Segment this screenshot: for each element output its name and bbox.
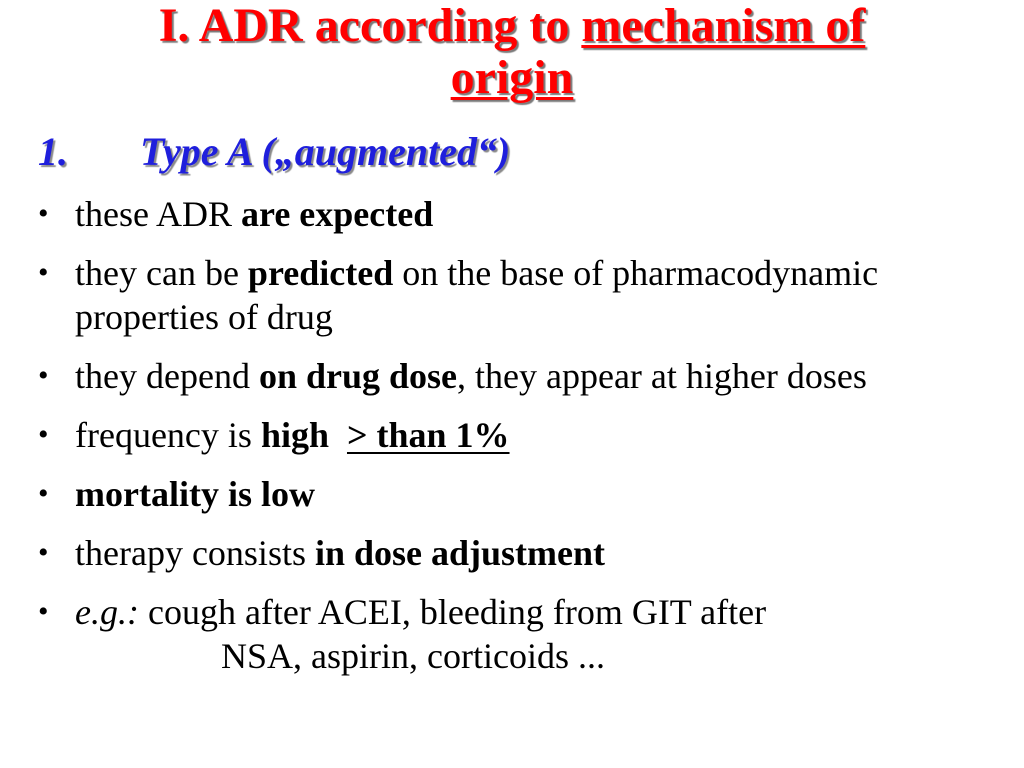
bullet-bold-text: in dose adjustment	[314, 533, 606, 573]
bullet-italic-text: e.g.:	[75, 592, 139, 632]
bullet-text: cough after ACEI, bleeding from GIT after	[138, 592, 767, 632]
title-underlined-part-1: mechanism of	[581, 0, 866, 52]
list-item	[30, 251, 990, 339]
bullet-icon: •	[38, 197, 49, 230]
bullet-bold-underlined-text: > than 1%	[346, 415, 510, 455]
bullet-text: they can be	[75, 253, 248, 293]
title-prefix: I. ADR according to	[158, 0, 582, 52]
list-item	[30, 192, 990, 236]
subheading	[38, 128, 510, 176]
bullet-text: these ADR	[75, 194, 241, 234]
bullet-bold-text: predicted	[247, 253, 394, 293]
bullet-icon: •	[38, 595, 49, 628]
bullet-text: frequency is	[75, 415, 261, 455]
bullet-bold-text: on drug dose	[258, 356, 457, 396]
bullet-bold-text: mortality is low	[75, 474, 315, 514]
bullet-text: therapy consists	[75, 533, 315, 573]
bullet-bold-text: are expected	[241, 194, 434, 234]
list-item	[30, 472, 990, 516]
bullet-icon: •	[38, 256, 49, 289]
title-underlined-part-2: origin	[450, 51, 574, 104]
bullet-icon: •	[38, 418, 49, 451]
subheading-number: 1.	[38, 129, 68, 174]
list-item	[30, 413, 990, 457]
list-item	[30, 354, 990, 398]
bullet-icon: •	[38, 477, 49, 510]
bullet-icon: •	[38, 536, 49, 569]
bullet-icon: •	[38, 359, 49, 392]
title-line-2	[0, 52, 1024, 104]
bullet-text-continued: NSA, aspirin, corticoids ...	[221, 636, 605, 676]
slide-title	[0, 0, 1024, 104]
list-item	[30, 590, 990, 678]
bullet-text-continued: , they appear at higher doses	[457, 356, 867, 396]
bullet-list	[30, 192, 990, 693]
bullet-text: they depend	[75, 356, 259, 396]
bullet-text-continued: on the base of pharmacodynamic properties of drug	[75, 253, 879, 337]
subheading-text: Type A („augmented“)	[140, 129, 511, 174]
bullet-bold-text: high	[260, 415, 329, 455]
title-line-1	[0, 0, 1024, 52]
list-item	[30, 531, 990, 575]
